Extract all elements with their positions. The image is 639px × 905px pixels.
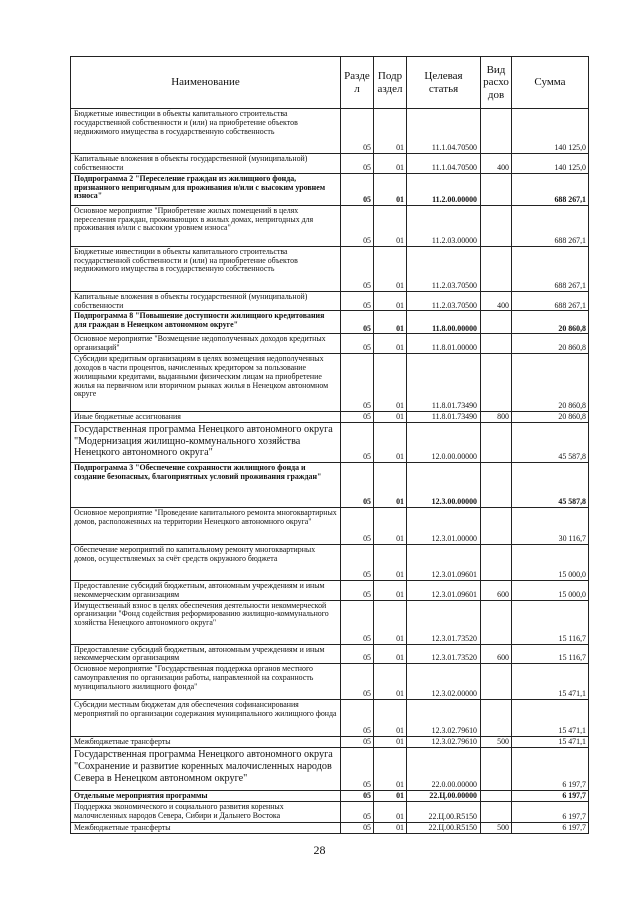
cell-target-article: 12.3.01.73520 [407, 644, 481, 664]
cell-expense-type: 600 [481, 644, 512, 664]
cell-name: Государственная программа Ненецкого автономного округа "Сохранение и развитие коренных малочисленных народов Севера в Ненецком автономном округе" [71, 748, 341, 791]
cell-section: 05 [341, 664, 374, 700]
cell-section: 05 [341, 205, 374, 246]
cell-target-article: 12.3.00.00000 [407, 462, 481, 507]
cell-section: 05 [341, 748, 374, 791]
cell-name: Бюджетные инвестиции в объекты капитального строительства государственной собственности и (или) на приобретение объектов недвижимого имущества в государственную собственность [71, 246, 341, 291]
cell-section: 05 [341, 422, 374, 462]
cell-name: Подпрограмма 2 "Переселение граждан из жилищного фонда, признанного непригодным для проживания и/или с высоким уровнем износа" [71, 173, 341, 205]
cell-amount: 688 267,1 [512, 205, 589, 246]
table-row [71, 311, 589, 334]
cell-name: Субсидии местным бюджетам для обеспечения софинансирования мероприятий по организации содержания муниципального жилищного фонда [71, 700, 341, 737]
cell-expense-type [481, 791, 512, 802]
cell-target-article: 11.8.00.00000 [407, 311, 481, 334]
cell-name: Субсидии кредитным организациям в целях возмещения недополученных доходов в части процентов, начисленных кредитором за пользование жилищными кредитами, выданными физическим лицам на приобретение жилья на первичном или вторичном рынках жилья в Ненецком автономном округе [71, 354, 341, 412]
cell-target-article: 12.3.02.79610 [407, 737, 481, 748]
cell-subsection: 01 [374, 801, 407, 822]
cell-section: 05 [341, 291, 374, 311]
cell-target-article: 22.0.00.00000 [407, 748, 481, 791]
cell-target-article: 12.3.01.09601 [407, 544, 481, 580]
cell-expense-type [481, 311, 512, 334]
cell-subsection: 01 [374, 412, 407, 423]
table-body [71, 109, 589, 834]
cell-subsection: 01 [374, 544, 407, 580]
cell-amount: 6 197,7 [512, 791, 589, 802]
cell-amount: 15 000,0 [512, 580, 589, 600]
cell-amount: 140 125,0 [512, 154, 589, 174]
cell-expense-type: 600 [481, 580, 512, 600]
cell-amount: 15 471,1 [512, 737, 589, 748]
cell-subsection: 01 [374, 205, 407, 246]
table-row [71, 664, 589, 700]
cell-target-article: 12.3.01.09601 [407, 580, 481, 600]
cell-subsection: 01 [374, 334, 407, 354]
cell-subsection: 01 [374, 822, 407, 833]
cell-section: 05 [341, 154, 374, 174]
cell-subsection: 01 [374, 311, 407, 334]
cell-target-article: 11.8.01.73490 [407, 412, 481, 423]
cell-target-article: 12.3.01.00000 [407, 507, 481, 544]
table-row [71, 737, 589, 748]
cell-section: 05 [341, 412, 374, 423]
cell-subsection: 01 [374, 791, 407, 802]
cell-expense-type [481, 600, 512, 644]
cell-amount: 15 000,0 [512, 544, 589, 580]
header-amount: Сумма [512, 57, 589, 109]
table-row [71, 644, 589, 664]
cell-name: Предоставление субсидий бюджетным, автономным учреждениям и иным некоммерческим организациям [71, 644, 341, 664]
cell-amount: 688 267,1 [512, 291, 589, 311]
cell-target-article: 11.1.04.70500 [407, 154, 481, 174]
cell-amount: 6 197,7 [512, 801, 589, 822]
cell-subsection: 01 [374, 580, 407, 600]
cell-amount: 15 116,7 [512, 600, 589, 644]
cell-subsection: 01 [374, 737, 407, 748]
cell-expense-type [481, 173, 512, 205]
cell-expense-type: 400 [481, 291, 512, 311]
cell-expense-type [481, 109, 512, 154]
cell-amount: 15 116,7 [512, 644, 589, 664]
cell-target-article: 12.3.02.00000 [407, 664, 481, 700]
cell-section: 05 [341, 334, 374, 354]
cell-subsection: 01 [374, 507, 407, 544]
cell-amount: 15 471,1 [512, 664, 589, 700]
table-row [71, 801, 589, 822]
cell-amount: 20 860,8 [512, 334, 589, 354]
cell-section: 05 [341, 822, 374, 833]
cell-target-article: 22.Ц.00.00000 [407, 791, 481, 802]
cell-name: Основное мероприятие "Приобретение жилых помещений в целях переселения граждан, проживающих в жилых домах, непригодных для проживания и/или с высоким уровнем износа" [71, 205, 341, 246]
cell-subsection: 01 [374, 664, 407, 700]
table-row [71, 412, 589, 423]
cell-target-article: 11.2.03.70500 [407, 291, 481, 311]
cell-subsection: 01 [374, 154, 407, 174]
cell-section: 05 [341, 544, 374, 580]
cell-target-article: 11.2.03.00000 [407, 205, 481, 246]
cell-target-article: 22.Ц.00.R5150 [407, 822, 481, 833]
cell-target-article: 11.1.04.70500 [407, 109, 481, 154]
cell-name: Поддержка экономического и социального развития коренных малочисленных народов Севера, Сибири и Дальнего Востока [71, 801, 341, 822]
cell-expense-type [481, 354, 512, 412]
table-row [71, 334, 589, 354]
cell-amount: 45 587,8 [512, 422, 589, 462]
cell-name: Межбюджетные трансферты [71, 822, 341, 833]
cell-expense-type [481, 748, 512, 791]
table-row [71, 109, 589, 154]
cell-name: Государственная программа Ненецкого автономного округа "Модернизация жилищно-коммунального хозяйства Ненецкого автономного округа" [71, 422, 341, 462]
table-row [71, 600, 589, 644]
cell-subsection: 01 [374, 600, 407, 644]
cell-name: Основное мероприятие "Государственная поддержка органов местного самоуправления по организации работы, направленной на сохранность муниципального жилищного фонда" [71, 664, 341, 700]
cell-name: Основное мероприятие "Проведение капитального ремонта многоквартирных домов, расположенных на территории Ненецкого автономного округа" [71, 507, 341, 544]
cell-name: Отдельные мероприятия программы [71, 791, 341, 802]
cell-expense-type: 500 [481, 737, 512, 748]
cell-expense-type [481, 462, 512, 507]
cell-amount: 20 860,8 [512, 354, 589, 412]
cell-subsection: 01 [374, 462, 407, 507]
cell-amount: 688 267,1 [512, 173, 589, 205]
cell-section: 05 [341, 507, 374, 544]
table-row [71, 748, 589, 791]
cell-name: Капитальные вложения в объекты государственной (муниципальной) собственности [71, 291, 341, 311]
table-row [71, 791, 589, 802]
cell-section: 05 [341, 700, 374, 737]
cell-target-article: 11.8.01.00000 [407, 334, 481, 354]
cell-subsection: 01 [374, 700, 407, 737]
cell-target-article: 12.0.00.00000 [407, 422, 481, 462]
cell-target-article: 12.3.02.79610 [407, 700, 481, 737]
cell-section: 05 [341, 737, 374, 748]
header-expense-type: Вид расхо дов [481, 57, 512, 109]
table-header-row [71, 57, 589, 109]
cell-target-article: 11.2.00.00000 [407, 173, 481, 205]
cell-section: 05 [341, 644, 374, 664]
cell-expense-type [481, 507, 512, 544]
cell-name: Бюджетные инвестиции в объекты капитального строительства государственной собственности и (или) на приобретение объектов недвижимого имущества в государственную собственность [71, 109, 341, 154]
table-row [71, 246, 589, 291]
cell-amount: 15 471,1 [512, 700, 589, 737]
table-row [71, 422, 589, 462]
cell-section: 05 [341, 462, 374, 507]
budget-table [70, 56, 589, 834]
cell-section: 05 [341, 354, 374, 412]
table-row [71, 700, 589, 737]
cell-section: 05 [341, 173, 374, 205]
cell-amount: 6 197,7 [512, 748, 589, 791]
cell-section: 05 [341, 109, 374, 154]
cell-subsection: 01 [374, 644, 407, 664]
cell-subsection: 01 [374, 354, 407, 412]
cell-name: Иные бюджетные ассигнования [71, 412, 341, 423]
cell-name: Имущественный взнос в целях обеспечения деятельности некоммерческой организации "Фонд содействия реформированию жилищно-коммунального хозяйства Ненецкого автономного округа" [71, 600, 341, 644]
table-row [71, 205, 589, 246]
table-row [71, 580, 589, 600]
cell-name: Капитальные вложения в объекты государственной (муниципальной) собственности [71, 154, 341, 174]
cell-subsection: 01 [374, 246, 407, 291]
cell-amount: 6 197,7 [512, 822, 589, 833]
cell-subsection: 01 [374, 748, 407, 791]
cell-amount: 20 860,8 [512, 412, 589, 423]
cell-section: 05 [341, 246, 374, 291]
table-row [71, 354, 589, 412]
cell-subsection: 01 [374, 422, 407, 462]
cell-expense-type [481, 801, 512, 822]
cell-amount: 45 587,8 [512, 462, 589, 507]
cell-section: 05 [341, 791, 374, 802]
header-name: Наименование [71, 57, 341, 109]
cell-expense-type [481, 334, 512, 354]
cell-subsection: 01 [374, 173, 407, 205]
cell-name: Основное мероприятие "Возмещение недополученных доходов кредитных организаций" [71, 334, 341, 354]
cell-expense-type: 800 [481, 412, 512, 423]
cell-amount: 688 267,1 [512, 246, 589, 291]
cell-target-article: 12.3.01.73520 [407, 600, 481, 644]
cell-section: 05 [341, 801, 374, 822]
header-subsection: Подр аздел [374, 57, 407, 109]
cell-target-article: 11.2.03.70500 [407, 246, 481, 291]
cell-expense-type: 400 [481, 154, 512, 174]
cell-expense-type [481, 205, 512, 246]
table-row [71, 154, 589, 174]
table-row [71, 822, 589, 833]
cell-expense-type [481, 422, 512, 462]
cell-expense-type: 500 [481, 822, 512, 833]
cell-name: Подпрограмма 3 "Обеспечение сохранности жилищного фонда и создание безопасных, благоприятных условий проживания граждан" [71, 462, 341, 507]
cell-expense-type [481, 246, 512, 291]
cell-name: Подпрограмма 8 "Повышение доступности жилищного кредитования для граждан в Ненецком автономном округе" [71, 311, 341, 334]
cell-subsection: 01 [374, 109, 407, 154]
cell-name: Межбюджетные трансферты [71, 737, 341, 748]
table-row [71, 462, 589, 507]
page-number: 28 [313, 843, 326, 857]
cell-section: 05 [341, 311, 374, 334]
cell-expense-type [481, 544, 512, 580]
table-row [71, 544, 589, 580]
cell-section: 05 [341, 580, 374, 600]
cell-amount: 20 860,8 [512, 311, 589, 334]
cell-subsection: 01 [374, 291, 407, 311]
cell-amount: 30 116,7 [512, 507, 589, 544]
cell-section: 05 [341, 600, 374, 644]
header-target-article: Целевая статья [407, 57, 481, 109]
cell-target-article: 11.8.01.73490 [407, 354, 481, 412]
cell-amount: 140 125,0 [512, 109, 589, 154]
header-section: Разде л [341, 57, 374, 109]
cell-name: Предоставление субсидий бюджетным, автономным учреждениям и иным некоммерческим организациям [71, 580, 341, 600]
cell-expense-type [481, 700, 512, 737]
table-row [71, 173, 589, 205]
cell-expense-type [481, 664, 512, 700]
cell-target-article: 22.Ц.00.R5150 [407, 801, 481, 822]
table-row [71, 291, 589, 311]
table-row [71, 507, 589, 544]
cell-name: Обеспечение мероприятий по капитальному ремонту многоквартирных домов, осуществляемых за счёт средств окружного бюджета [71, 544, 341, 580]
